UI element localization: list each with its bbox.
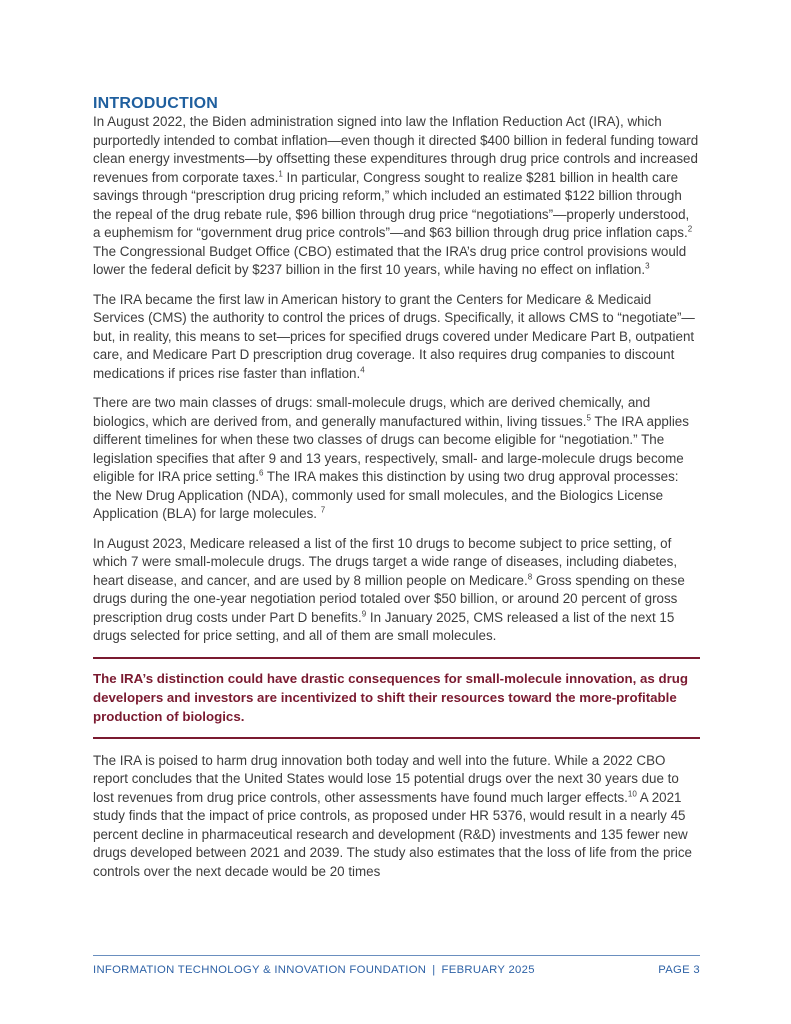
- paragraphs-after: [93, 752, 700, 882]
- page-footer: [93, 955, 700, 976]
- paragraph: The IRA became the first law in American history to grant the Centers for Medicare & Medicaid Services (CMS) the authority to control the prices of drugs. Specifically, it allows CMS to “negotiate”—but, in reality, this means to set—prices for specified drugs covered under Medicare Part B, outpatient care, and Medicare Part D prescription drug coverage. It also requires drug companies to discount medications if prices rise faster than inflation.$^4$: [93, 291, 695, 381]
- footnote-ref[interactable]: 8: [527, 572, 533, 582]
- paragraph: The IRA is poised to harm drug innovation both today and well into the future. While a 2022 CBO report concludes that the United States would lose 15 potential drugs over the next 30 years due to lost revenues from drug price controls, other assessments have found much larger effects.$^{10}$ A 2021 study finds that the impact of price controls, as proposed under HR 5376, would result in a nearly 45 percent decline in pharmaceutical research and development (R&D) investments and 135 fewer new drugs developed between 2021 and 2039. The study also estimates that the loss of life from the price controls over the next decade would be 20 times: [93, 752, 692, 879]
- footer-date: FEBRUARY 2025: [441, 964, 535, 976]
- paragraphs-before: [93, 113, 700, 646]
- footnote-ref[interactable]: 7: [320, 505, 326, 515]
- footer-separator: |: [432, 964, 436, 976]
- footnote-ref[interactable]: 5: [586, 413, 591, 423]
- pull-quote: [93, 657, 700, 739]
- footnote-ref[interactable]: 3: [645, 261, 650, 271]
- page-number: PAGE 3: [658, 964, 700, 976]
- footnote-ref[interactable]: 6: [258, 468, 264, 478]
- footer-left: [93, 964, 535, 976]
- footnote-ref[interactable]: 10: [627, 789, 637, 799]
- footnote-ref[interactable]: 1: [278, 169, 283, 179]
- footer-org: INFORMATION TECHNOLOGY & INNOVATION FOUNDATION: [93, 964, 427, 976]
- footnote-ref[interactable]: 9: [361, 609, 367, 619]
- footnote-ref[interactable]: 2: [687, 224, 693, 234]
- paragraph: In August 2023, Medicare released a list of the first 10 drugs to become subject to price setting, of which 7 were small-molecule drugs. The drugs target a wide range of diseases, including diabetes, heart disease, and cancer, and are used by 8 million people on Medicare.$^8$ Gross spending on these drugs during the one-year negotiation period totaled over $50 billion, or around 20 percent of gross prescription drug costs under Part D benefits.$^9$ In January 2025, CMS released a list of the next 15 drugs selected for price setting, and all of them are small molecules.: [93, 535, 685, 643]
- document-body: [93, 94, 700, 892]
- section-title: INTRODUCTION: [93, 95, 219, 112]
- pull-quote-text: The IRA’s distinction could have drastic consequences for small-molecule innovation, as drug developers and investors are incentivized to shift their resources toward the more-profitable production of biologics.: [93, 670, 689, 724]
- footnote-ref[interactable]: 4: [360, 365, 365, 375]
- paragraph: There are two main classes of drugs: small-molecule drugs, which are derived chemically, and biologics, which are derived from, and generally manufactured within, living tissues.$^5$ The IRA applies different timelines for when these two classes of drugs can become eligible for “negotiation.” The legislation specifies that after 9 and 13 years, respectively, small- and large-molecule drugs become eligible for IRA price setting.$^6$ The IRA makes this distinction by using two drug approval processes: the New Drug Application (NDA), commonly used for small molecules, and the Biologics License Application (BLA) for large molecules. $^7$: [93, 395, 689, 521]
- paragraph: In August 2022, the Biden administration signed into law the Inflation Reduction Act (IRA), which purportedly intended to combat inflation—even though it directed $400 billion in federal funding toward clean energy investments—by offsetting these expenditures through drug price controls and increased revenues from corporate taxes.$^1$ In particular, Congress sought to realize $281 billion in health care savings through “prescription drug pricing reform,” which included an estimated $122 billion through the repeal of the drug rebate rule, $96 billion through drug price “negotiations”—properly understood, a euphemism for “government drug price controls”—and $63 billion through drug price inflation caps.$^2$ The Congressional Budget Office (CBO) estimated that the IRA’s drug price control provisions would lower the federal deficit by $237 billion in the first 10 years, while having no effect on inflation.$^3$: [93, 114, 699, 277]
